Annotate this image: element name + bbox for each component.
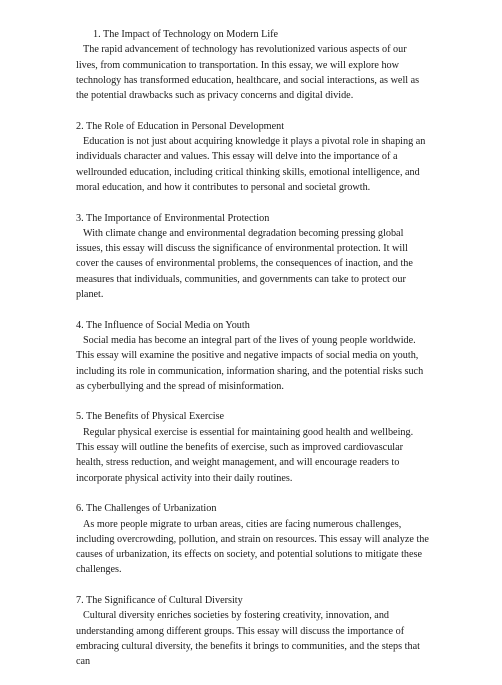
section-body: As more people migrate to urban areas, cities are facing numerous challenges, including overcrowding, pollution, and strain on resources. This essay will analyze the causes of urbanization, its effects on society, and potential solutions to mitigate these challenges.: [76, 518, 429, 576]
section-heading: 2. The Role of Education in Personal Development: [76, 120, 285, 132]
section-heading: 6. The Challenges of Urbanization: [76, 503, 217, 515]
document-content: [76, 27, 430, 685]
section-heading: 3. The Importance of Environmental Protection: [76, 212, 270, 224]
section-body: With climate change and environmental degradation becoming pressing global issues, this essay will discuss the significance of environmental protection. It will cover the causes of environmental problems, the consequences of inaction, and the measures that individuals, communities, and governments can take to protect our planet.: [76, 227, 413, 301]
essay-section-7: [76, 593, 430, 669]
section-heading: 7. The Significance of Cultural Diversity: [76, 594, 243, 606]
section-heading: 4. The Influence of Social Media on Youth: [76, 319, 250, 331]
section-body: Social media has become an integral part of the lives of young people worldwide. This essay will examine the positive and negative impacts of social media on youth, including its role in communication, information sharing, and the potential risks such as cyberbullying and the spread of misinformation.: [76, 334, 424, 392]
section-body: Cultural diversity enriches societies by fostering creativity, innovation, and understanding among different groups. This essay will discuss the importance of embracing cultural diversity, the benefits it brings to communities, and the steps that can: [76, 610, 420, 668]
essay-section-2: [76, 119, 430, 195]
essay-section-3: [76, 211, 430, 303]
essay-section-5: [76, 409, 430, 485]
essay-section-6: [76, 501, 430, 577]
section-body: The rapid advancement of technology has revolutionized various aspects of our lives, from communication to transportation. In this essay, we will explore how technology has transformed education, healthcare, and social interactions, as well as the potential drawbacks such as privacy concerns and digital divide.: [76, 44, 420, 102]
section-heading: 5. The Benefits of Physical Exercise: [76, 411, 225, 423]
essay-section-1: [76, 27, 430, 103]
section-heading: 1. The Impact of Technology on Modern Life: [93, 29, 279, 40]
section-body: Education is not just about acquiring knowledge it plays a pivotal role in shaping an individuals character and values. This essay will delve into the importance of a wellrounded education, including critical thinking skills, emotional intelligence, and moral education, and how it contributes to personal and societal growth.: [76, 136, 426, 193]
section-body: Regular physical exercise is essential for maintaining good health and wellbeing. This essay will outline the benefits of exercise, such as improved cardiovascular health, stress reduction, and weight management, and will encourage readers to incorporate physical activity into their daily routines.: [76, 426, 414, 484]
essay-section-4: [76, 318, 430, 394]
